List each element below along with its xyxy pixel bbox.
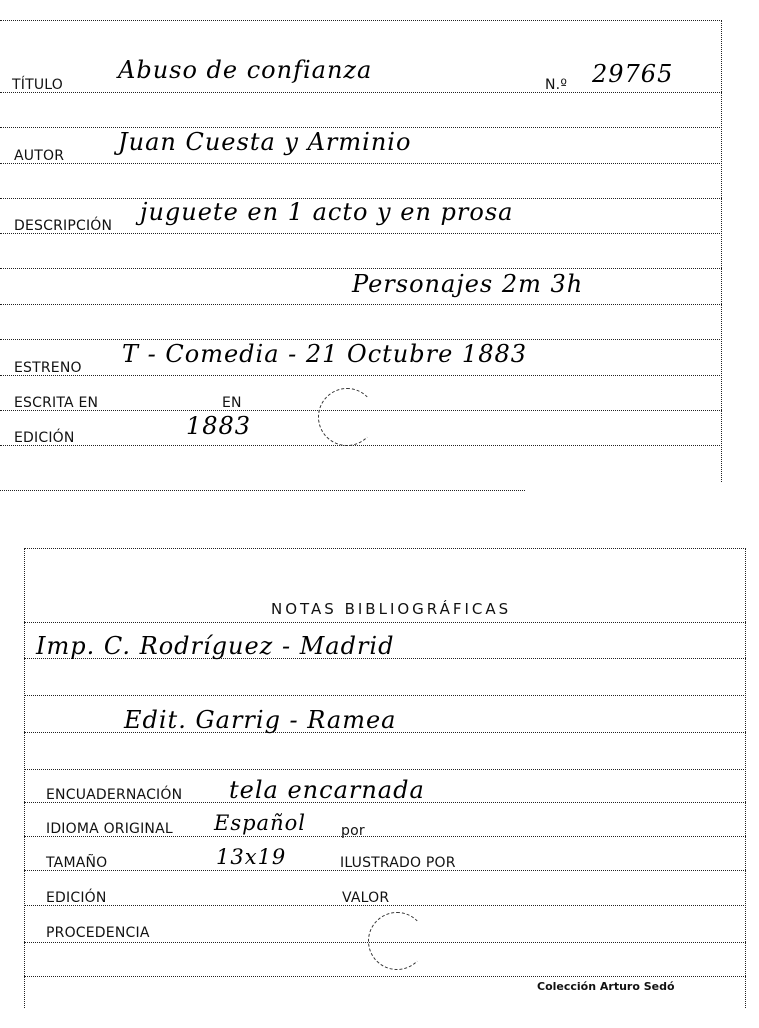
descripcion-label: DESCRIPCIÓN — [14, 218, 113, 234]
punch-hole — [368, 912, 426, 970]
edicion-label: EDICIÓN — [46, 890, 107, 906]
left-edge — [24, 548, 25, 1008]
personajes-value: Personajes 2m 3h — [352, 270, 584, 298]
rule-edicion — [0, 445, 722, 446]
rule-2 — [24, 769, 746, 770]
numero-value: 29765 — [592, 60, 674, 88]
idioma-label: IDIOMA ORIGINAL — [46, 821, 173, 837]
autor-value: Juan Cuesta y Arminio — [118, 128, 412, 156]
catalog-card-top — [0, 0, 722, 482]
estreno-label: ESTRENO — [14, 360, 82, 376]
descripcion-value: juguete en 1 acto y en prosa — [140, 198, 514, 226]
ilustrado-label: ILUSTRADO POR — [340, 855, 456, 871]
rule-1 — [24, 695, 746, 696]
titulo-label: TÍTULO — [12, 77, 63, 93]
punch-hole — [318, 388, 376, 446]
nota-imprenta: Imp. C. Rodríguez - Madrid — [36, 632, 395, 660]
rule-5 — [24, 976, 746, 977]
idioma-value: Español — [214, 811, 306, 835]
rule-autor — [0, 163, 722, 164]
tamano-value: 13x19 — [216, 845, 287, 869]
encuadernacion-value: tela encarnada — [229, 776, 425, 804]
rule-titulo — [0, 92, 722, 93]
right-edge — [721, 20, 722, 482]
valor-label: VALOR — [342, 890, 390, 906]
autor-label: AUTOR — [14, 148, 65, 164]
rule-heading — [24, 622, 746, 623]
top-edge — [0, 20, 722, 21]
estreno-value: T - Comedia - 21 Octubre 1883 — [122, 340, 527, 368]
notas-heading: NOTAS BIBLIOGRÁFICAS — [271, 600, 512, 618]
edicion-label: EDICIÓN — [14, 430, 75, 446]
coleccion-note: Colección Arturo Sedó — [537, 980, 675, 993]
right-edge — [745, 548, 746, 1008]
en-label: EN — [222, 395, 242, 411]
rule-3 — [0, 268, 722, 269]
procedencia-label: PROCEDENCIA — [46, 925, 150, 941]
catalog-card-bottom — [24, 548, 746, 1008]
escrita-label: ESCRITA EN — [14, 395, 99, 411]
titulo-value: Abuso de confianza — [118, 56, 373, 84]
rule-estreno — [0, 375, 722, 376]
encuadernacion-label: ENCUADERNACIÓN — [46, 787, 183, 803]
rule-personajes — [0, 304, 722, 305]
bottom-cut-edge — [0, 490, 525, 491]
por-label: por — [341, 823, 365, 839]
numero-label: N.º — [545, 77, 568, 93]
nota-editorial: Edit. Garrig - Ramea — [124, 706, 397, 734]
tamano-label: TAMAÑO — [46, 855, 108, 871]
top-edge — [24, 548, 746, 549]
edicion-value: 1883 — [186, 412, 252, 440]
